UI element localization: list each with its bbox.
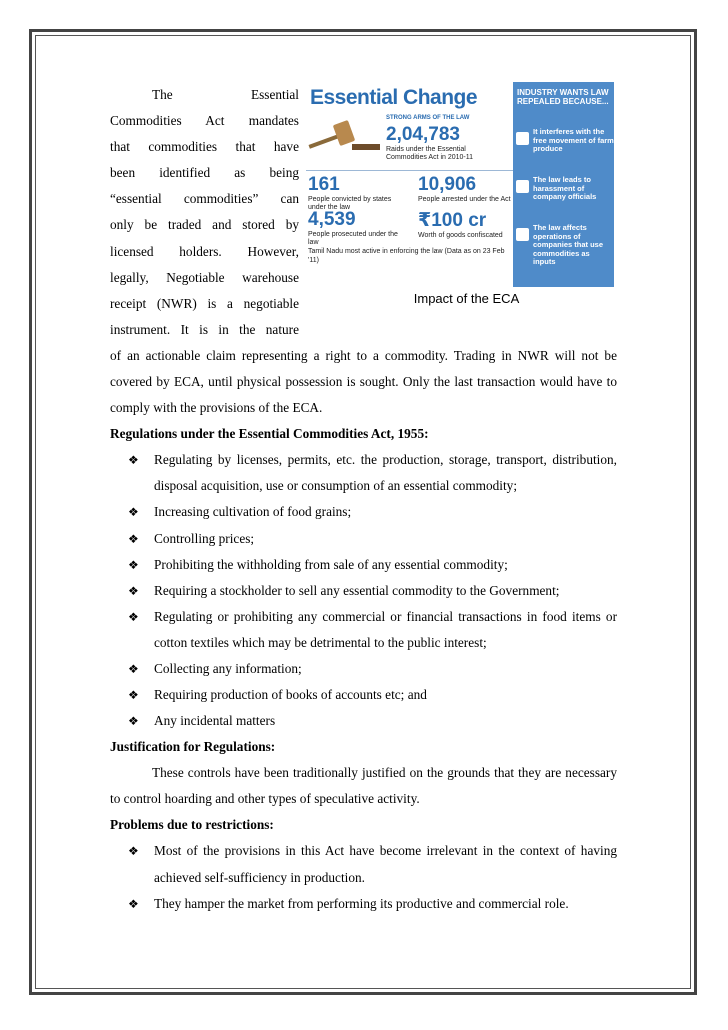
justification-paragraph: These controls have been traditionally justified on the grounds that they are necessary to control hoarding and other types of speculative activity. (110, 765, 617, 807)
list-item (128, 838, 617, 890)
document-body (110, 82, 617, 917)
diamond-bullet-icon: ❖ (128, 531, 139, 546)
text-line: licensed holders. However, (110, 243, 299, 259)
heading-regulations: Regulations under the Essential Commodities Act, 1955: (110, 426, 429, 442)
factory-icon (516, 228, 529, 241)
stat-convicted-label: People convicted by states under the law (308, 196, 392, 211)
stat-convicted-value: 161 (308, 174, 340, 195)
stat-prosecuted-label: People prosecuted under the law (308, 231, 398, 246)
text-line: instrument. It is in the nature (110, 321, 299, 337)
stat-confiscated-value: ₹100 cr (418, 210, 487, 231)
text-line: only be traded and stored by (110, 217, 299, 233)
stat-raids (386, 124, 506, 162)
list-item (128, 526, 617, 552)
infographic-main-panel (306, 82, 516, 287)
list-item-text: Regulating by licenses, permits, etc. the production, storage, transport, distribution, disposal acquisition, use or consumption of an essential commodity; (154, 452, 617, 494)
infographic-subtitle: STRONG ARMS OF THE LAW (386, 115, 470, 121)
list-item-text: Any incidental matters (154, 713, 276, 729)
list-item (128, 656, 617, 682)
list-item (128, 578, 617, 604)
diamond-bullet-icon: ❖ (128, 557, 139, 572)
list-item (128, 552, 617, 578)
stat-convicted (308, 174, 408, 212)
produce-icon (516, 132, 529, 145)
side-panel-item: The law leads to harassment of company officials (533, 175, 597, 202)
infographic-side-panel (513, 82, 614, 287)
infographic-title: Essential Change (310, 86, 478, 109)
list-item-text: Requiring production of books of accounts etc; and (154, 687, 427, 703)
diamond-bullet-icon: ❖ (128, 505, 139, 520)
side-panel-item: It interferes with the free movement of farm produce (533, 127, 614, 154)
stat-confiscated-label: Worth of goods confiscated (418, 232, 503, 239)
stat-arrested-label: People arrested under the Act (418, 196, 511, 203)
text-line: “essential commodities” can (110, 191, 299, 207)
stat-prosecuted (308, 209, 408, 247)
infographic (306, 82, 614, 287)
text-line: receipt (NWR) is a negotiable (110, 295, 299, 311)
list-item (128, 604, 617, 656)
heading-problems: Problems due to restrictions: (110, 817, 274, 833)
stat-prosecuted-value: 4,539 (308, 209, 356, 230)
figure-caption: Impact of the ECA (413, 291, 520, 306)
stat-arrested (418, 174, 513, 204)
regulations-list (110, 447, 617, 734)
list-item-text: Most of the provisions in this Act have become irrelevant in the context of having achieved self-sufficiency in production. (154, 843, 617, 885)
list-item (128, 447, 617, 499)
text-line: legally, Negotiable warehouse (110, 269, 299, 285)
text-line: Commodities Act mandates (110, 113, 299, 129)
wrapped-paragraph (110, 82, 299, 343)
text-line: The Essential (152, 87, 299, 102)
gavel-icon (308, 114, 383, 154)
list-item-text: Regulating or prohibiting any commercial or financial transactions in food items or cotton textiles which may be detrimental to the public interest; (154, 608, 617, 650)
stat-confiscated (418, 209, 513, 240)
text-line: that commodities that have (110, 139, 299, 155)
diamond-bullet-icon: ❖ (128, 609, 139, 624)
officials-icon (516, 180, 529, 193)
list-item-text: They hamper the market from performing its productive and commercial role. (154, 895, 569, 911)
paragraph-continuation: of an actionable claim representing a right to a commodity. Trading in NWR will not be covered by ECA, until physical possession is sought. Only the last transaction would have to comply with the provisions of the ECA. (110, 347, 617, 416)
stat-arrested-value: 10,906 (418, 174, 477, 195)
list-item-text: Increasing cultivation of food grains; (154, 504, 352, 520)
list-item-text: Controlling prices; (154, 530, 255, 546)
eca-infographic-figure (306, 82, 617, 306)
stat-raids-label: Raids under the Essential Commodities Act in 2010-11 (386, 146, 474, 161)
diamond-bullet-icon: ❖ (128, 896, 139, 911)
side-panel-item: The law affects operations of companies that use commodities as inputs (533, 223, 604, 267)
list-item-text: Collecting any information; (154, 660, 302, 676)
list-item-text: Prohibiting the withholding from sale of any essential commodity; (154, 556, 508, 572)
infographic-footnote: Tamil Nadu most active in enforcing the law (Data as on 23 Feb '11) (308, 248, 505, 264)
diamond-bullet-icon: ❖ (128, 714, 139, 729)
list-item (128, 708, 617, 734)
heading-justification: Justification for Regulations: (110, 739, 276, 755)
diamond-bullet-icon: ❖ (128, 661, 139, 676)
diamond-bullet-icon: ❖ (128, 453, 139, 468)
side-panel-heading: INDUSTRY WANTS LAW REPEALED BECAUSE... (517, 88, 609, 106)
text-line: been identified as being (110, 165, 299, 181)
list-item (128, 891, 617, 917)
stat-raids-value: 2,04,783 (386, 124, 460, 145)
problems-list (110, 838, 617, 916)
list-item (128, 499, 617, 525)
list-item-text: Requiring a stockholder to sell any essential commodity to the Government; (154, 582, 560, 598)
list-item (128, 682, 617, 708)
diamond-bullet-icon: ❖ (128, 583, 139, 598)
diamond-bullet-icon: ❖ (128, 844, 139, 859)
diamond-bullet-icon: ❖ (128, 688, 139, 703)
